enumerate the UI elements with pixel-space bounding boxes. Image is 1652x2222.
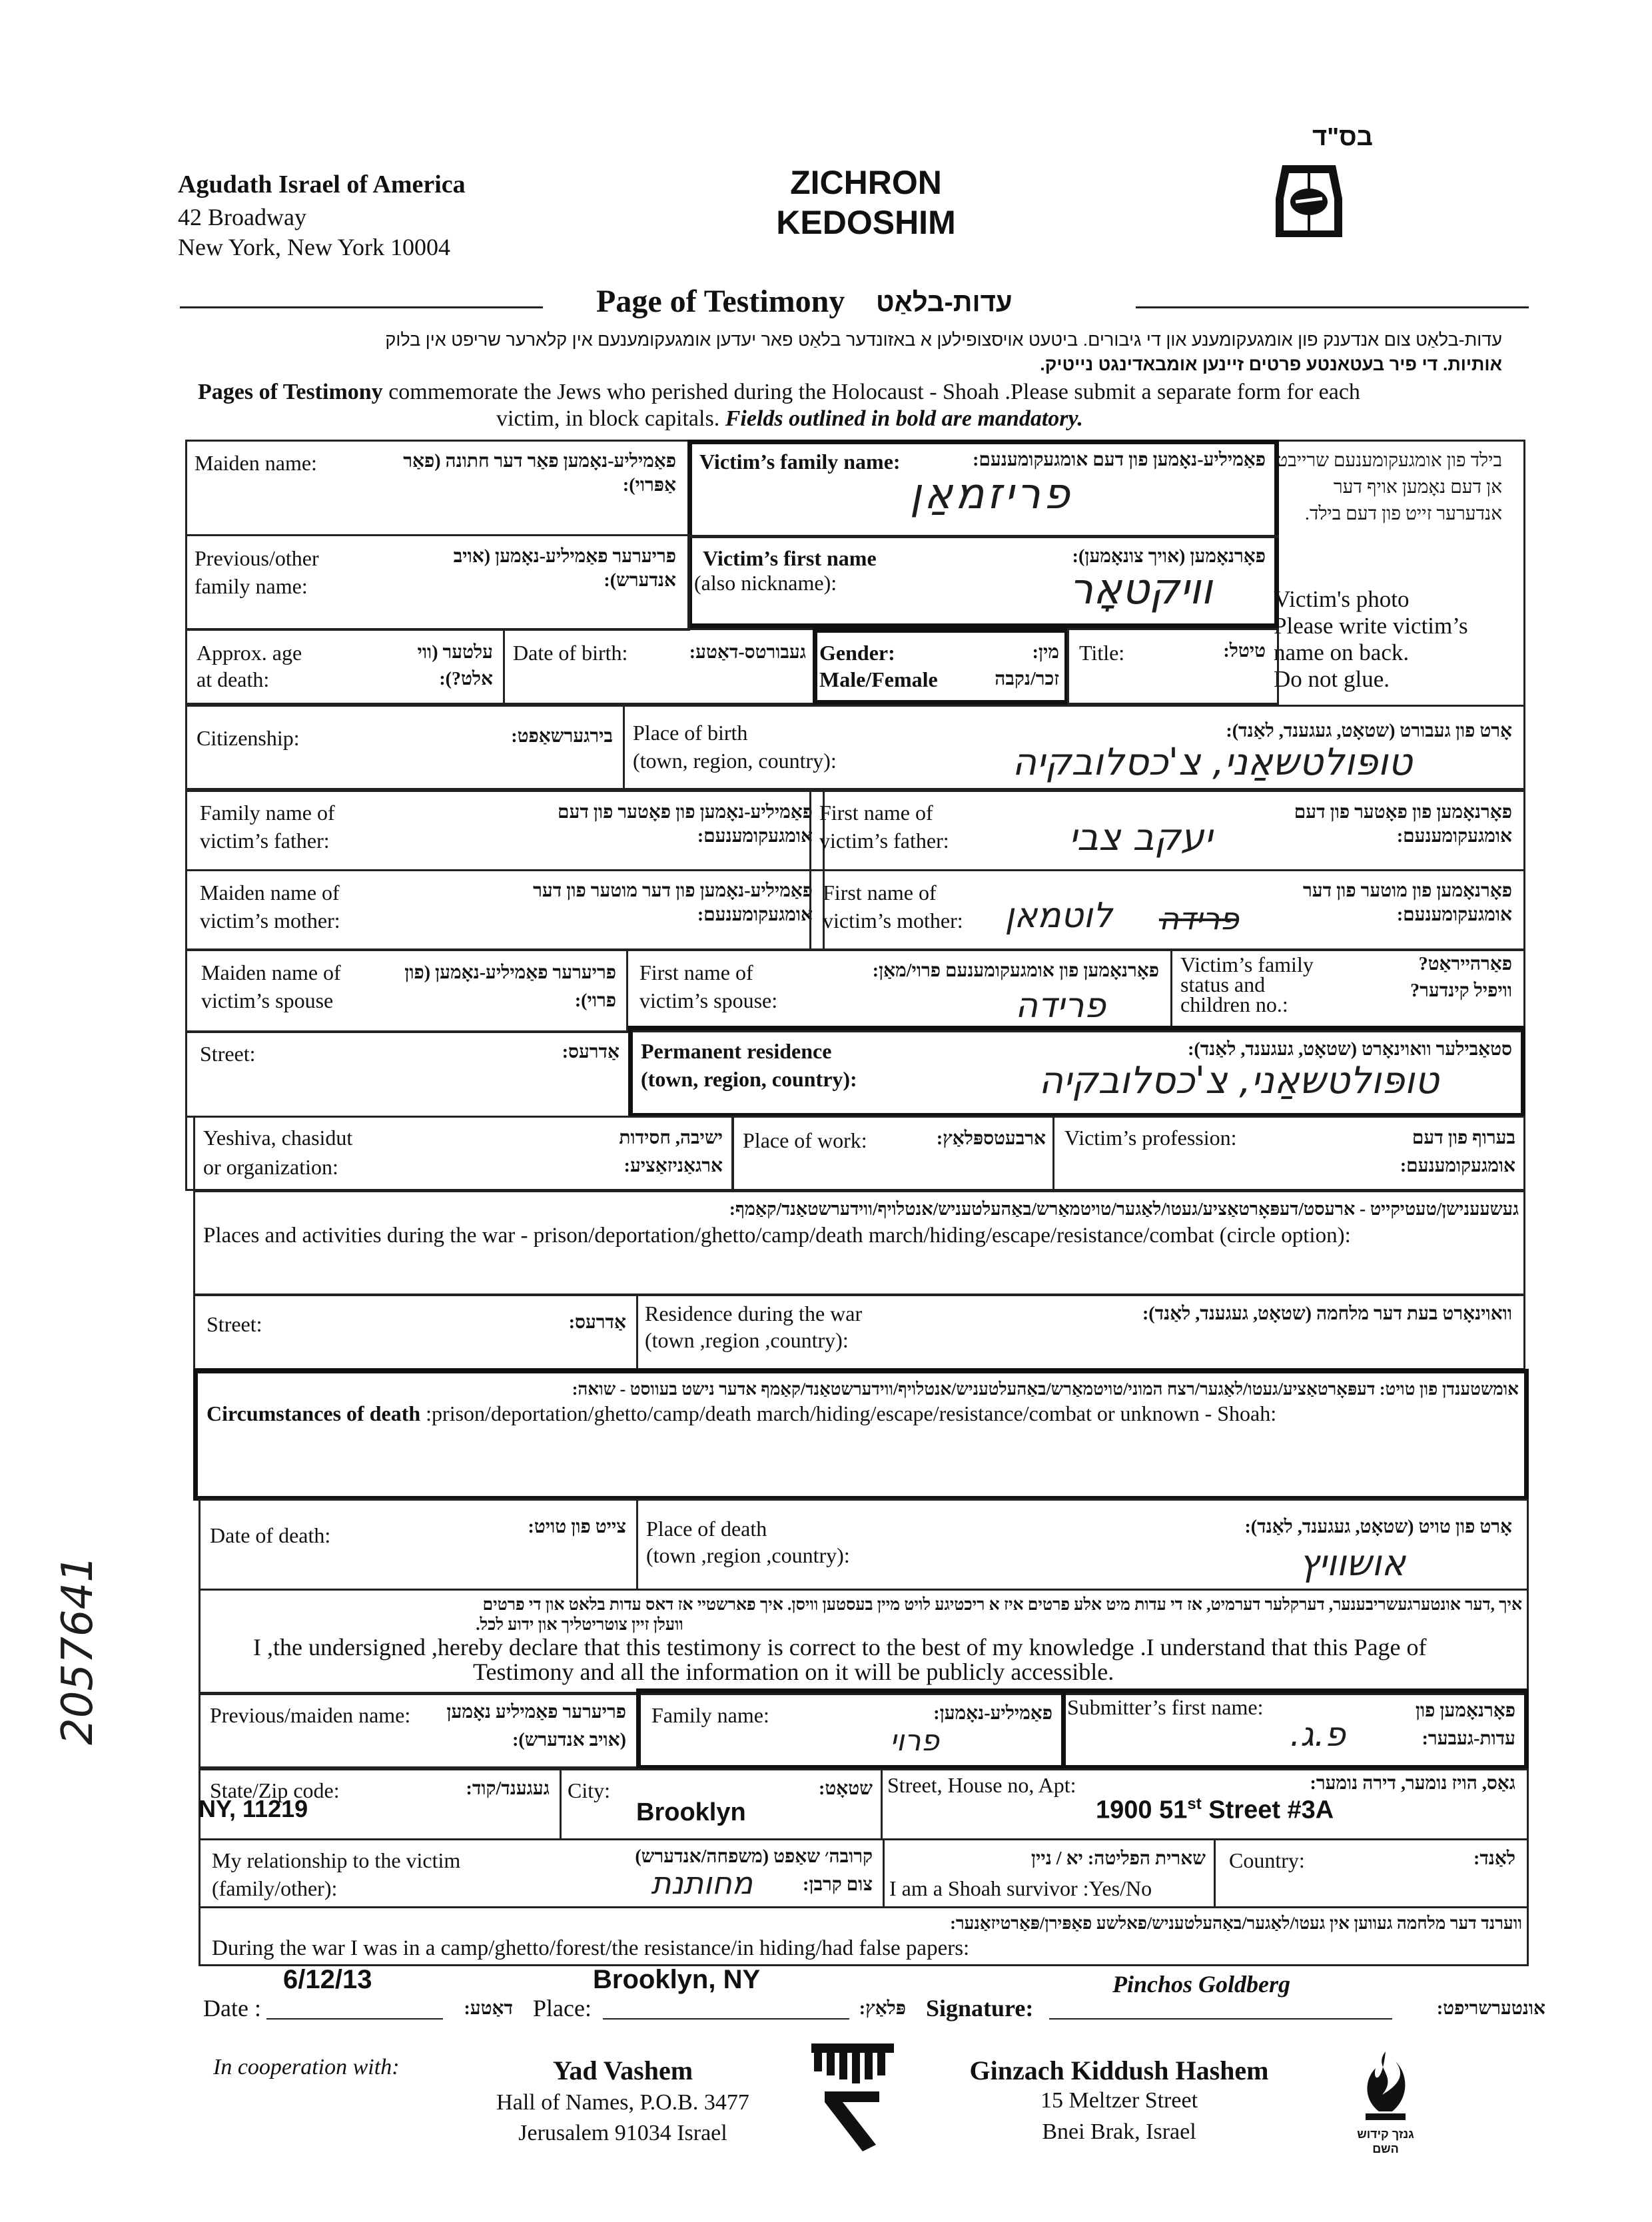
father-family-name-label-2: victim’s father: xyxy=(200,829,330,853)
victim-family-name-label: Victim’s family name: xyxy=(699,450,901,474)
relationship-label-1: My relationship to the victim xyxy=(212,1848,461,1872)
father-first-name-label-2: victim’s father: xyxy=(819,829,949,853)
intro-english-1 xyxy=(198,380,1360,405)
submitter-street-number: 1900 51 xyxy=(1096,1796,1188,1824)
page-title: Page of Testimony xyxy=(596,284,845,319)
victim-first-name-label-1: Victim’s first name xyxy=(703,546,877,570)
place-value: Brooklyn, NY xyxy=(593,1965,761,1994)
family-status-label-2: status and xyxy=(1180,972,1266,996)
mother-first-name-label-1: First name of xyxy=(823,881,937,905)
date-label: Date : xyxy=(203,1995,261,2022)
submitter-prev-name-hebrew: פריערער פאַמיליע נאָמען (אויב אנדערש): xyxy=(446,1702,626,1750)
permanent-residence-label-2: (town, region, country): xyxy=(641,1067,857,1091)
profession-hebrew: בערוף פון דעם אומגעקומענעם: xyxy=(1400,1128,1515,1176)
intro-yiddish-2: אותיות. די פיר בעטאנטע פרטים זיינען אומבאדינגט נייטיק. xyxy=(1040,354,1502,374)
victim-family-name-value: פריזמאַן xyxy=(909,470,1072,519)
signature-value: Pinchos Goldberg xyxy=(1112,1971,1291,1998)
place-of-birth-value: טופּולטשאַני, צ'כסלובקיה xyxy=(1012,741,1412,784)
kedoshim-title: KEDOSHIM xyxy=(776,204,956,241)
citizenship-hebrew: בירגערשאַפט: xyxy=(511,726,613,747)
maiden-name-label: Maiden name: xyxy=(195,451,317,475)
spouse-first-name-label-2: victim’s spouse: xyxy=(639,988,778,1012)
ginzach-logo xyxy=(1346,2048,1426,2161)
ginzach-name: Ginzach Kiddush Hashem xyxy=(969,2055,1269,2085)
submitter-first-name-value: פ.ג. xyxy=(1290,1715,1346,1754)
father-family-name-hebrew: פאַמיליע-נאָמען פון פאָטער פון דעם אומגעקומענעם: xyxy=(558,802,813,847)
place-of-birth-hebrew: אָרט פון געבורט (שטאָט, געגענד, לאַנד): xyxy=(1226,721,1512,741)
cooperation-label: In cooperation with: xyxy=(213,2055,400,2079)
father-first-name-label-1: First name of xyxy=(819,801,933,825)
survivor-label: I am a Shoah survivor :Yes/No xyxy=(889,1876,1152,1900)
state-zip-label: State/Zip code: xyxy=(210,1778,340,1802)
wartime-activities-label: Places and activities during the war - prison/deportation/ghetto/camp/death march/hiding/escape/resistance/combat (circle option): xyxy=(203,1224,1351,1248)
date-hebrew: דאַטע: xyxy=(464,1998,513,2019)
date-underline xyxy=(266,2018,443,2020)
family-status-label-1: Victim’s family xyxy=(1180,952,1314,976)
mother-first-name-struck: פרידה xyxy=(1158,901,1239,936)
previous-family-name-hebrew: פריערער פאַמיליע-נאָמען (אויב אנדערש): xyxy=(453,546,676,591)
relationship-hebrew-2: צום קרבן: xyxy=(803,1874,873,1895)
mother-first-name-value: לוטמאן xyxy=(1005,896,1112,936)
yeshiva-hebrew: ישיבה, חסידות ארגאַניזאַציע: xyxy=(619,1128,723,1176)
submitter-street-ordinal: st xyxy=(1187,1795,1202,1813)
signature-label: Signature: xyxy=(926,1995,1034,2022)
place-of-work-hebrew: ארבעטספּלאַץ: xyxy=(936,1128,1046,1149)
state-zip-hebrew: געגענד/קוד: xyxy=(466,1778,550,1799)
submitter-street-label: Street, House no, Apt: xyxy=(887,1773,1076,1797)
ginzach-logo-text: גנזך קידוש השם xyxy=(1357,2127,1414,2155)
submitter-street-value xyxy=(1096,1795,1334,1825)
side-handwritten-number: 2057641 xyxy=(53,1555,103,1745)
yeshiva-label-1: Yeshiva, chasidut xyxy=(203,1126,353,1150)
org-address-line1: 42 Broadway xyxy=(178,204,306,230)
victim-family-name-hebrew: פאַמיליע-נאָמען פון דעם אומגעקומענעם: xyxy=(973,450,1266,470)
father-family-name-label-1: Family name of xyxy=(200,801,335,825)
father-first-name-value: יעקב צבי xyxy=(1068,816,1212,859)
place-of-death-hebrew: אָרט פון טויט (שטאָט, געגענד, לאַנד): xyxy=(1244,1517,1512,1537)
relationship-label-2: (family/other): xyxy=(212,1876,338,1900)
residence-war-label-2: (town ,region ,country): xyxy=(645,1328,849,1352)
mother-maiden-name-hebrew: פאַמיליע-נאָמען פון דער מוטער פון דער אומגעקומענעם: xyxy=(533,881,813,925)
spouse-maiden-name-hebrew: פריערער פאַמיליע-נאָמען (פון פרוי): xyxy=(404,962,616,1011)
page-title-hebrew: עדות-בלאַט xyxy=(876,288,1013,317)
mother-maiden-name-label-1: Maiden name of xyxy=(200,881,340,905)
state-zip-value: NY, 11219 xyxy=(199,1795,308,1822)
photo-label-3: name on back. xyxy=(1274,639,1410,665)
ginzach-address-2: Bnei Brak, Israel xyxy=(1042,2119,1196,2144)
father-first-name-hebrew: פאָרנאָמען פון פאָטער פון דעם אומגעקומענעם: xyxy=(1294,802,1512,847)
street-hebrew: אַדרעס: xyxy=(562,1042,620,1062)
intro-english-rest: commemorate the Jews who perished during the Holocaust - Shoah .Please submit a separate form for each xyxy=(382,380,1360,404)
dob-hebrew: געבורטס-דאַטע: xyxy=(689,642,806,663)
spouse-maiden-name-label-2: victim’s spouse xyxy=(201,988,334,1012)
place-of-death-label-1: Place of death xyxy=(646,1517,767,1541)
age-hebrew: עלטער (ווי אלט?): xyxy=(417,642,493,689)
submitter-family-name-label: Family name: xyxy=(651,1703,769,1727)
spouse-first-name-value: פרידה xyxy=(1015,986,1106,1026)
mother-maiden-name-label-2: victim’s mother: xyxy=(200,909,340,932)
age-label-2: at death: xyxy=(197,667,270,691)
submitter-first-name-label: Submitter’s first name: xyxy=(1067,1695,1264,1719)
victim-first-name-label-2: (also nickname): xyxy=(694,571,837,595)
title-rule-left xyxy=(180,306,543,308)
victim-first-name-value: וויקטאָר xyxy=(1069,565,1212,614)
submitter-first-name-hebrew: פאָרנאָמען פון עדות-געבער: xyxy=(1415,1700,1515,1749)
photo-instructions-hebrew: בילד פון אומגעקומענעם שרייבט אן דעם נאָמען אויף דער אנדערער זייט פון דעם בילד. xyxy=(1276,450,1502,524)
survivor-hebrew: שארית הפליטה: יא / ניין xyxy=(1031,1848,1206,1869)
submitter-street-rest: Street #3A xyxy=(1201,1796,1334,1824)
circumstances-hebrew: אומשטענדן פון טויט: דעפּאָרטאַציע/געטו/לאַגער/רצח המוני/טויטמאַרש/באַהעלטעניש/אנטלויף/ווידערשטאַנד/קאַמף אדער נישט בעווסט - שואה: xyxy=(572,1379,1519,1399)
place-underline xyxy=(603,2018,849,2020)
title-hebrew: טיטל: xyxy=(1223,641,1266,661)
submitter-family-name-value: פרוי xyxy=(889,1724,939,1758)
submitter-family-name-field[interactable] xyxy=(636,1688,1066,1770)
permanent-residence-label-1: Permanent residence xyxy=(641,1039,832,1063)
family-first-divider xyxy=(687,535,1279,538)
spouse-first-name-hebrew: פאָרנאָמען פון אומגעקומענעם פרוי/מאַן: xyxy=(872,960,1159,981)
photo-label-1: Victim's photo xyxy=(1274,586,1410,612)
intro-english-2-text: victim, in block capitals. xyxy=(496,406,725,431)
gender-label-1: Gender: xyxy=(819,641,895,665)
place-of-birth-label-1: Place of birth xyxy=(633,721,748,745)
yad-vashem-address-2: Jerusalem 91034 Israel xyxy=(518,2121,727,2145)
ginzach-address-1: 15 Meltzer Street xyxy=(1040,2088,1198,2113)
profession-label: Victim’s profession: xyxy=(1064,1126,1237,1150)
residence-war-hebrew: וואוינאָרט בעת דער מלחמה (שטאָט, געגענד, לאַנד): xyxy=(1142,1303,1512,1324)
residence-war-label-1: Residence during the war xyxy=(645,1301,863,1325)
place-of-death-value: אושוויץ xyxy=(1299,1542,1406,1584)
place-of-death-label-2: (town ,region ,country): xyxy=(646,1543,850,1567)
circumstances-label xyxy=(206,1400,1276,1427)
place-label: Place: xyxy=(533,1995,592,2022)
circumstances-label-bold: Circumstances of death xyxy=(206,1401,421,1425)
intro-english-bold: Pages of Testimony xyxy=(198,380,383,404)
yeshiva-label-2: or organization: xyxy=(203,1155,338,1179)
bsd-mark: בס"ד xyxy=(1312,123,1373,151)
city-value: Brooklyn xyxy=(636,1798,746,1826)
declaration-english-2: Testimony and all the information on it will be publicly accessible. xyxy=(473,1659,1114,1685)
street-war-hebrew: אַדרעס: xyxy=(568,1312,626,1333)
maiden-name-hebrew: פאַמיליע-נאָמען פאַר דער חתונה (פאַר אַפּרוי): xyxy=(403,451,676,496)
declaration-english-1: I ,the undersigned ,hereby declare that this testimony is correct to the best of my knowledge .I understand that this Page of xyxy=(253,1634,1427,1661)
intro-english-2 xyxy=(496,406,1083,432)
intro-mandatory-note: Fields outlined in bold are mandatory. xyxy=(725,406,1083,431)
during-war-hebrew: ווערנד דער מלחמה געווען אין געטו/לאַגער/באַהעלטעניש/פאלשע פאַפּירן/פּאַרטיזאַנער: xyxy=(950,1914,1522,1933)
family-status-hebrew: פאַרהייראַט? וויפיל קינדער? xyxy=(1410,954,1512,1001)
street-label: Street: xyxy=(200,1042,256,1066)
place-of-birth-label-2: (town, region, country): xyxy=(633,749,837,773)
place-hebrew: פּלאַץ: xyxy=(859,1998,906,2019)
yad-vashem-logo xyxy=(806,2038,899,2155)
submitter-street-hebrew: גאַס, הויז נומער, דירה נומער: xyxy=(1310,1773,1515,1794)
spouse-first-name-label-1: First name of xyxy=(639,960,753,984)
wartime-activities-hebrew: געשעענישן/טעטיקייט - ארעסט/דעפּאָרטאַציע/געטו/לאַגער/טויטמאַרש/באַהעלטעניש/אנטלויף/ווידערשטאַנד/קאַמף: xyxy=(729,1199,1519,1219)
city-label: City: xyxy=(568,1778,611,1802)
signature-hebrew: אונטערשריפט: xyxy=(1436,1998,1545,2019)
previous-family-name-label-2: family name: xyxy=(195,574,308,598)
victim-first-name-hebrew: פאָרנאָמען (אויך צונאָמען): xyxy=(1072,546,1266,567)
declaration-hebrew-1: איך ,דער אונטערגעשריבענער, דערקלער דערמיט, אז די עדות מיט אלע פרטים איז א ריכטיגע לויט מיין בעסטען וויסן. איך פארשטיי אז דאס עדות בלאט און די פרטים xyxy=(482,1596,1522,1614)
mother-first-name-label-2: victim’s mother: xyxy=(823,909,963,932)
yad-vashem-name: Yad Vashem xyxy=(552,2055,693,2085)
title-label: Title: xyxy=(1079,641,1125,665)
relationship-hebrew-1: קרובה׳ שאַפט (משפחה/אנדערש) xyxy=(635,1846,873,1867)
country-label: Country: xyxy=(1229,1848,1305,1872)
circumstances-label-rest: :prison/deportation/ghetto/camp/death march/hiding/escape/resistance/combat or unknown - Shoah: xyxy=(420,1401,1277,1425)
date-value: 6/12/13 xyxy=(283,1965,372,1994)
org-name: Agudath Israel of America xyxy=(178,171,466,198)
gender-hebrew-2: זכר/נקבה xyxy=(995,669,1059,689)
date-of-death-label: Date of death: xyxy=(210,1523,331,1547)
declaration-hebrew-2: וועלן זיין צוטריטליך און ידוע לכל. xyxy=(476,1616,683,1634)
dob-label: Date of birth: xyxy=(513,641,628,665)
date-of-death-hebrew: צייט פון טויט: xyxy=(528,1517,626,1537)
submitter-family-name-hebrew: פאַמיליע-נאָמען: xyxy=(933,1703,1052,1724)
title-rule-right xyxy=(1136,306,1529,308)
during-war-label: During the war I was in a camp/ghetto/forest/the resistance/in hiding/had false papers: xyxy=(212,1936,970,1960)
permanent-residence-value: טופּולטשאַני, צ'כסלובקיה xyxy=(1038,1059,1439,1102)
spouse-maiden-name-label-1: Maiden name of xyxy=(201,960,341,984)
permanent-residence-hebrew: סטאַבילער וואוינאָרט (שטאָט, געגענד, לאַנד): xyxy=(1188,1039,1512,1060)
city-hebrew: שטאָט: xyxy=(819,1778,873,1799)
zichron-title: ZICHRON xyxy=(790,164,942,201)
photo-label-2: Please write victim’s xyxy=(1274,613,1468,639)
gender-label-2: Male/Female xyxy=(819,667,938,691)
signature-underline xyxy=(1049,2018,1392,2020)
previous-family-name-label-1: Previous/other xyxy=(195,546,319,570)
org-address-line2: New York, New York 10004 xyxy=(178,234,451,260)
relationship-value: מחותנת xyxy=(651,1865,753,1901)
photo-label-4: Do not glue. xyxy=(1274,666,1390,692)
gender-hebrew-1: מין: xyxy=(1032,642,1059,663)
citizenship-label: Citizenship: xyxy=(197,726,300,750)
submitter-prev-name-label: Previous/maiden name: xyxy=(210,1703,411,1727)
yad-vashem-address-1: Hall of Names, P.O.B. 3477 xyxy=(496,2090,749,2115)
place-of-work-label: Place of work: xyxy=(743,1128,867,1152)
age-label-1: Approx. age xyxy=(197,641,302,665)
country-hebrew: לאַנד: xyxy=(1473,1848,1515,1869)
family-status-label-3: children no.: xyxy=(1180,992,1288,1016)
street-war-label: Street: xyxy=(206,1312,262,1336)
mother-first-name-hebrew: פאָרנאָמען פון מוטער פון דער אומגעקומענעם: xyxy=(1302,881,1512,925)
agudath-logo xyxy=(1269,159,1349,242)
intro-yiddish-1: עדות-בלאַט צום אנדענק פון אומגעקומענע און די גיבורים. ביטעט אויסצופילען א באזונדער בלאַט פאר יעדען אומגעקומענעם אין קלארער שריפט אין בלוק xyxy=(385,330,1502,350)
